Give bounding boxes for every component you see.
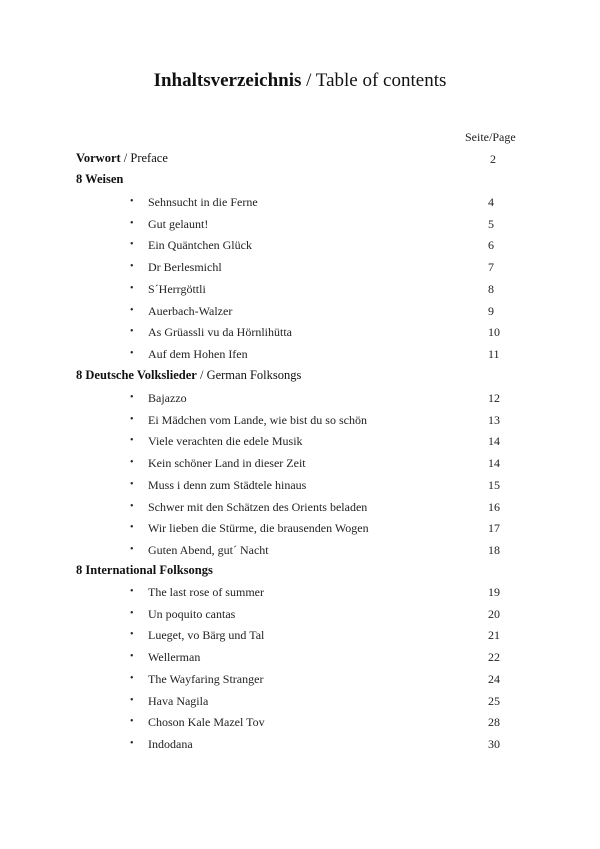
toc-item-title: Viele verachten die edele Musik xyxy=(148,434,303,448)
toc-item-title: Hava Nagila xyxy=(148,694,209,708)
toc-item-title: Auf dem Hohen Ifen xyxy=(148,347,248,361)
bullet-icon: • xyxy=(130,501,134,512)
bullet-icon: • xyxy=(130,348,134,359)
toc-item-title: Lueget, vo Bärg und Tal xyxy=(148,628,265,642)
toc-item-title: Gut gelaunt! xyxy=(148,217,209,231)
section-heading-bold: 8 International Folksongs xyxy=(76,563,213,577)
bullet-icon: • xyxy=(130,239,134,250)
bullet-icon: • xyxy=(130,716,134,727)
bullet-icon: • xyxy=(130,457,134,468)
bullet-icon: • xyxy=(130,261,134,272)
title-rest: / Table of contents xyxy=(301,70,447,91)
preface-entry xyxy=(76,151,168,166)
toc-item-page: 9 xyxy=(488,304,494,318)
bullet-icon: • xyxy=(130,414,134,425)
toc-item-page: 30 xyxy=(488,737,500,751)
bullet-icon: • xyxy=(130,305,134,316)
toc-item-title: Guten Abend, gut´ Nacht xyxy=(148,543,269,557)
toc-item-title: The Wayfaring Stranger xyxy=(148,672,264,686)
toc-item-title: Sehnsucht in die Ferne xyxy=(148,195,258,209)
bullet-icon: • xyxy=(130,326,134,337)
toc-item-page: 16 xyxy=(488,500,500,514)
bullet-icon: • xyxy=(130,522,134,533)
section-heading-rest: / German Folksongs xyxy=(196,368,302,382)
toc-item-title: As Grüassli vu da Hörnlihütta xyxy=(148,325,292,339)
bullet-icon: • xyxy=(130,629,134,640)
page-title xyxy=(0,70,600,92)
toc-item-page: 7 xyxy=(488,260,494,274)
toc-item-title: Auerbach-Walzer xyxy=(148,304,233,318)
toc-item-title: Kein schöner Land in dieser Zeit xyxy=(148,456,306,470)
preface-bold: Vorwort xyxy=(76,151,121,165)
toc-item-title: Dr Berlesmichl xyxy=(148,260,222,274)
section-heading-bold: 8 Deutsche Volkslieder xyxy=(76,368,197,382)
toc-item-page: 22 xyxy=(488,650,500,664)
toc-item-page: 28 xyxy=(488,715,500,729)
toc-item-page: 8 xyxy=(488,282,494,296)
toc-item-page: 13 xyxy=(488,413,500,427)
toc-item-title: Indodana xyxy=(148,737,193,751)
bullet-icon: • xyxy=(130,283,134,294)
toc-item-page: 5 xyxy=(488,217,494,231)
bullet-icon: • xyxy=(130,738,134,749)
toc-item-page: 18 xyxy=(488,543,500,557)
toc-item-page: 17 xyxy=(488,521,500,535)
toc-item-title: The last rose of summer xyxy=(148,585,264,599)
section-heading xyxy=(76,172,123,187)
bullet-icon: • xyxy=(130,435,134,446)
preface-page: 2 xyxy=(490,152,496,166)
bullet-icon: • xyxy=(130,673,134,684)
toc-item-title: Ein Quäntchen Glück xyxy=(148,238,252,252)
bullet-icon: • xyxy=(130,608,134,619)
toc-item-page: 12 xyxy=(488,391,500,405)
toc-item-page: 20 xyxy=(488,607,500,621)
toc-item-page: 14 xyxy=(488,434,500,448)
toc-item-title: S´Herrgöttli xyxy=(148,282,206,296)
bullet-icon: • xyxy=(130,479,134,490)
toc-item-page: 24 xyxy=(488,672,500,686)
toc-item-page: 10 xyxy=(488,325,500,339)
bullet-icon: • xyxy=(130,392,134,403)
toc-item-page: 25 xyxy=(488,694,500,708)
section-heading xyxy=(76,368,301,383)
toc-item-title: Ei Mädchen vom Lande, wie bist du so schön xyxy=(148,413,367,427)
toc-item-page: 14 xyxy=(488,456,500,470)
title-bold: Inhaltsverzeichnis xyxy=(153,70,302,91)
preface-rest: / Preface xyxy=(120,151,168,165)
section-heading xyxy=(76,563,213,578)
toc-item-title: Bajazzo xyxy=(148,391,187,405)
toc-item-title: Choson Kale Mazel Tov xyxy=(148,715,265,729)
section-heading-bold: 8 Weisen xyxy=(76,172,124,186)
toc-item-title: Wir lieben die Stürme, die brausenden Wogen xyxy=(148,521,369,535)
toc-item-page: 4 xyxy=(488,195,494,209)
toc-item-page: 6 xyxy=(488,238,494,252)
bullet-icon: • xyxy=(130,218,134,229)
toc-item-page: 21 xyxy=(488,628,500,642)
toc-item-title: Un poquito cantas xyxy=(148,607,236,621)
bullet-icon: • xyxy=(130,586,134,597)
toc-item-page: 15 xyxy=(488,478,500,492)
bullet-icon: • xyxy=(130,695,134,706)
toc-item-page: 11 xyxy=(488,347,500,361)
bullet-icon: • xyxy=(130,544,134,555)
bullet-icon: • xyxy=(130,651,134,662)
toc-item-page: 19 xyxy=(488,585,500,599)
toc-item-title: Schwer mit den Schätzen des Orients beladen xyxy=(148,500,368,514)
bullet-icon: • xyxy=(130,196,134,207)
page-column-header: Seite/Page xyxy=(465,130,516,144)
toc-item-title: Muss i denn zum Städtele hinaus xyxy=(148,478,307,492)
toc-item-title: Wellerman xyxy=(148,650,201,664)
